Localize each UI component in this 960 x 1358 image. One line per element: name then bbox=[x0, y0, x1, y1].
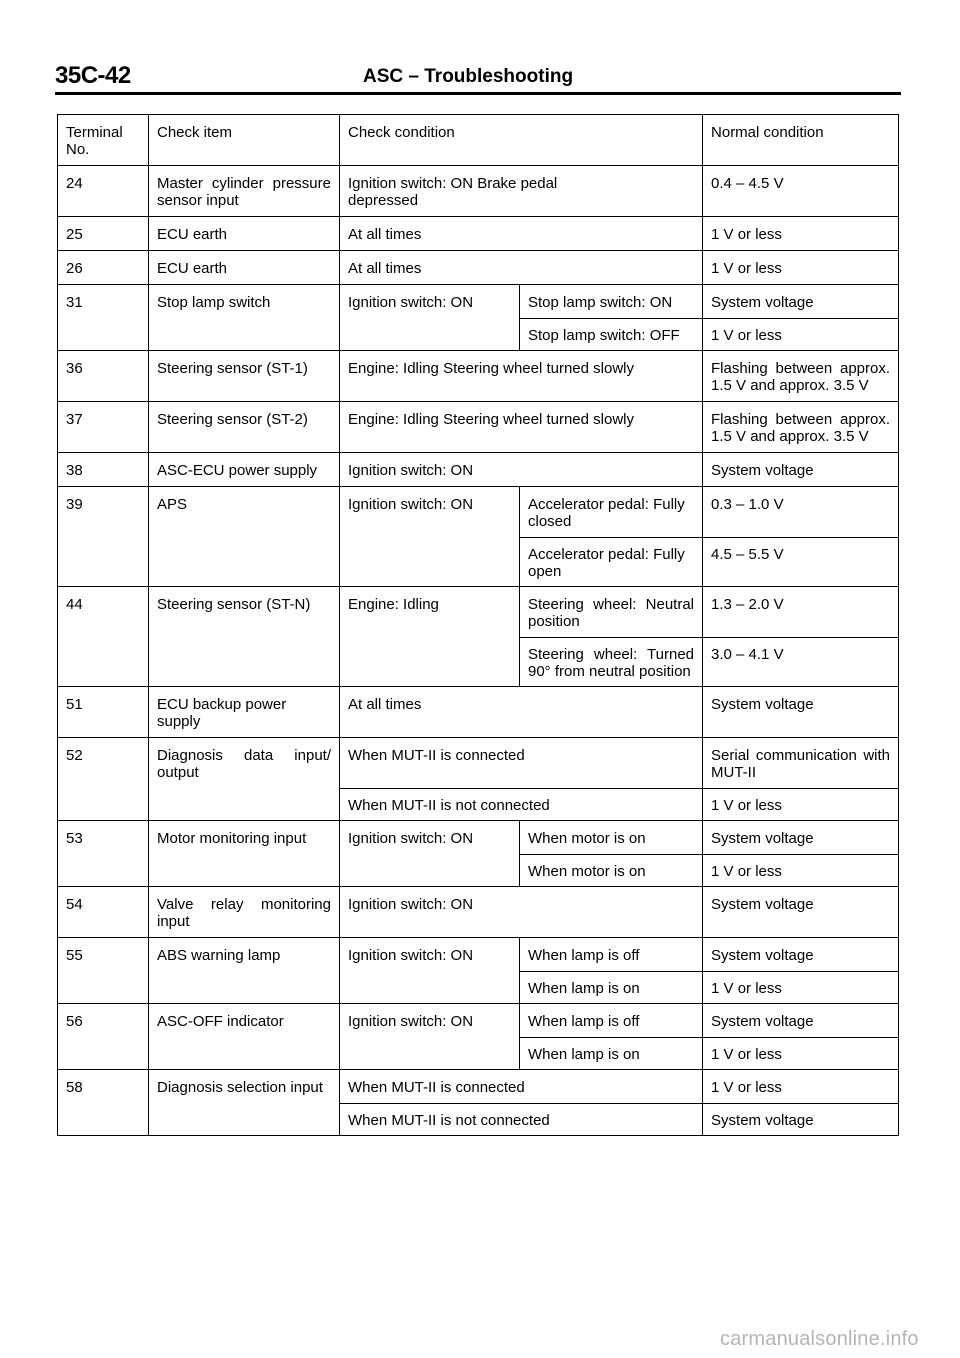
terminal-cell: 39 bbox=[58, 487, 149, 587]
check-condition-cell: When MUT-II is not connected bbox=[340, 789, 703, 821]
table-row bbox=[58, 687, 899, 738]
terminal-cell: 37 bbox=[58, 402, 149, 453]
normal-condition-cell: System voltage bbox=[703, 938, 899, 972]
normal-condition-cell: 1 V or less bbox=[703, 972, 899, 1004]
normal-condition-cell: Flashing between approx. 1.5 V and approx. 3.5 V bbox=[703, 351, 899, 402]
normal-condition-cell: Flashing between approx. 1.5 V and approx. 3.5 V bbox=[703, 402, 899, 453]
table-row bbox=[58, 251, 899, 285]
terminal-cell: 55 bbox=[58, 938, 149, 1004]
terminal-cell: 53 bbox=[58, 821, 149, 887]
sub-condition-cell: Steering wheel: Neutral position bbox=[520, 587, 703, 638]
normal-condition-cell: 1 V or less bbox=[703, 1038, 899, 1070]
table-row bbox=[58, 821, 899, 855]
table-row bbox=[58, 166, 899, 217]
normal-condition-cell: 1 V or less bbox=[703, 855, 899, 887]
check-condition-cell: Ignition switch: ON bbox=[340, 821, 520, 887]
check-item-cell: APS bbox=[149, 487, 340, 587]
terminal-cell: 58 bbox=[58, 1070, 149, 1136]
check-item-cell: Stop lamp switch bbox=[149, 285, 340, 351]
check-condition-cell: When MUT-II is not connected bbox=[340, 1104, 703, 1136]
column-header-terminal: Terminal No. bbox=[58, 115, 149, 166]
table-row bbox=[58, 587, 899, 638]
terminal-cell: 56 bbox=[58, 1004, 149, 1070]
table-row bbox=[58, 738, 899, 789]
sub-condition-cell: Accelerator pedal: Fully open bbox=[520, 538, 703, 587]
check-condition-cell: Ignition switch: ON bbox=[340, 487, 520, 587]
normal-condition-cell: 1 V or less bbox=[703, 319, 899, 351]
normal-condition-cell: System voltage bbox=[703, 1104, 899, 1136]
sub-condition-cell: When motor is on bbox=[520, 855, 703, 887]
table-row bbox=[58, 887, 899, 938]
terminal-cell: 25 bbox=[58, 217, 149, 251]
sub-condition-cell: Stop lamp switch: OFF bbox=[520, 319, 703, 351]
check-condition-cell: Engine: Idling Steering wheel turned slowly bbox=[340, 351, 703, 402]
normal-condition-cell: 0.4 – 4.5 V bbox=[703, 166, 899, 217]
check-condition-cell: Engine: Idling Steering wheel turned slowly bbox=[340, 402, 703, 453]
table-row bbox=[58, 487, 899, 538]
table-row bbox=[58, 285, 899, 319]
normal-condition-cell: 0.3 – 1.0 V bbox=[703, 487, 899, 538]
column-header-check-item: Check item bbox=[149, 115, 340, 166]
normal-condition-cell: 1.3 – 2.0 V bbox=[703, 587, 899, 638]
check-item-cell: Diagnosis data input/ output bbox=[149, 738, 340, 821]
check-item-cell: ABS warning lamp bbox=[149, 938, 340, 1004]
normal-condition-cell: System voltage bbox=[703, 821, 899, 855]
normal-condition-cell: System voltage bbox=[703, 1004, 899, 1038]
table-header-row bbox=[58, 115, 899, 166]
sub-condition-cell: Accelerator pedal: Fully closed bbox=[520, 487, 703, 538]
check-condition-cell: At all times bbox=[340, 251, 703, 285]
sub-condition-cell: When lamp is on bbox=[520, 1038, 703, 1070]
check-item-cell: ECU earth bbox=[149, 251, 340, 285]
column-header-check-condition: Check condition bbox=[340, 115, 703, 166]
check-item-cell: Master cylinder pressure sensor input bbox=[149, 166, 340, 217]
column-header-normal-condition: Normal condition bbox=[703, 115, 899, 166]
normal-condition-cell: 1 V or less bbox=[703, 789, 899, 821]
normal-condition-cell: 3.0 – 4.1 V bbox=[703, 638, 899, 687]
normal-condition-cell: System voltage bbox=[703, 453, 899, 487]
normal-condition-cell: System voltage bbox=[703, 285, 899, 319]
check-condition-cell: Ignition switch: ON bbox=[340, 887, 703, 938]
terminal-cell: 31 bbox=[58, 285, 149, 351]
table-row bbox=[58, 938, 899, 972]
check-item-cell: Diagnosis selection input bbox=[149, 1070, 340, 1136]
page-header bbox=[55, 62, 901, 95]
normal-condition-cell: 1 V or less bbox=[703, 217, 899, 251]
table-row bbox=[58, 402, 899, 453]
check-condition-cell: Ignition switch: ON Brake pedal depressed bbox=[340, 166, 703, 217]
table-row bbox=[58, 217, 899, 251]
terminal-cell: 44 bbox=[58, 587, 149, 687]
normal-condition-cell: System voltage bbox=[703, 887, 899, 938]
sub-condition-cell: When motor is on bbox=[520, 821, 703, 855]
page-title: ASC – Troubleshooting bbox=[363, 66, 574, 87]
check-condition-cell: Ignition switch: ON bbox=[340, 285, 520, 351]
terminal-cell: 36 bbox=[58, 351, 149, 402]
check-condition-cell: When MUT-II is connected bbox=[340, 738, 703, 789]
sub-condition-cell: When lamp is on bbox=[520, 972, 703, 1004]
normal-condition-cell: 1 V or less bbox=[703, 251, 899, 285]
check-condition-cell: When MUT-II is connected bbox=[340, 1070, 703, 1104]
normal-condition-cell: Serial communication with MUT-II bbox=[703, 738, 899, 789]
sub-condition-cell: Stop lamp switch: ON bbox=[520, 285, 703, 319]
normal-condition-cell: 1 V or less bbox=[703, 1070, 899, 1104]
terminal-check-table bbox=[57, 114, 899, 1136]
check-item-cell: ECU earth bbox=[149, 217, 340, 251]
check-condition-cell: At all times bbox=[340, 217, 703, 251]
table-row bbox=[58, 351, 899, 402]
terminal-cell: 24 bbox=[58, 166, 149, 217]
terminal-cell: 52 bbox=[58, 738, 149, 821]
check-condition-cell: At all times bbox=[340, 687, 703, 738]
check-item-cell: ASC-OFF indicator bbox=[149, 1004, 340, 1070]
page-number: 35C-42 bbox=[55, 62, 131, 89]
check-condition-cell: Ignition switch: ON bbox=[340, 453, 703, 487]
check-item-cell: ECU backup power supply bbox=[149, 687, 340, 738]
table-row bbox=[58, 1004, 899, 1038]
check-condition-cell: Ignition switch: ON bbox=[340, 938, 520, 1004]
table-row bbox=[58, 1070, 899, 1104]
check-item-cell: ASC-ECU power supply bbox=[149, 453, 340, 487]
terminal-cell: 38 bbox=[58, 453, 149, 487]
check-condition-cell: Engine: Idling bbox=[340, 587, 520, 687]
terminal-cell: 54 bbox=[58, 887, 149, 938]
watermark: carmanualsonline.info bbox=[720, 1328, 919, 1350]
check-item-cell: Valve relay monitoring input bbox=[149, 887, 340, 938]
check-item-cell: Steering sensor (ST-N) bbox=[149, 587, 340, 687]
check-item-cell: Motor monitoring input bbox=[149, 821, 340, 887]
sub-condition-cell: When lamp is off bbox=[520, 1004, 703, 1038]
check-condition-cell: Ignition switch: ON bbox=[340, 1004, 520, 1070]
sub-condition-cell: Steering wheel: Turned 90° from neutral position bbox=[520, 638, 703, 687]
table-row bbox=[58, 453, 899, 487]
sub-condition-cell: When lamp is off bbox=[520, 938, 703, 972]
check-item-cell: Steering sensor (ST-2) bbox=[149, 402, 340, 453]
terminal-cell: 26 bbox=[58, 251, 149, 285]
normal-condition-cell: System voltage bbox=[703, 687, 899, 738]
normal-condition-cell: 4.5 – 5.5 V bbox=[703, 538, 899, 587]
terminal-cell: 51 bbox=[58, 687, 149, 738]
check-item-cell: Steering sensor (ST-1) bbox=[149, 351, 340, 402]
